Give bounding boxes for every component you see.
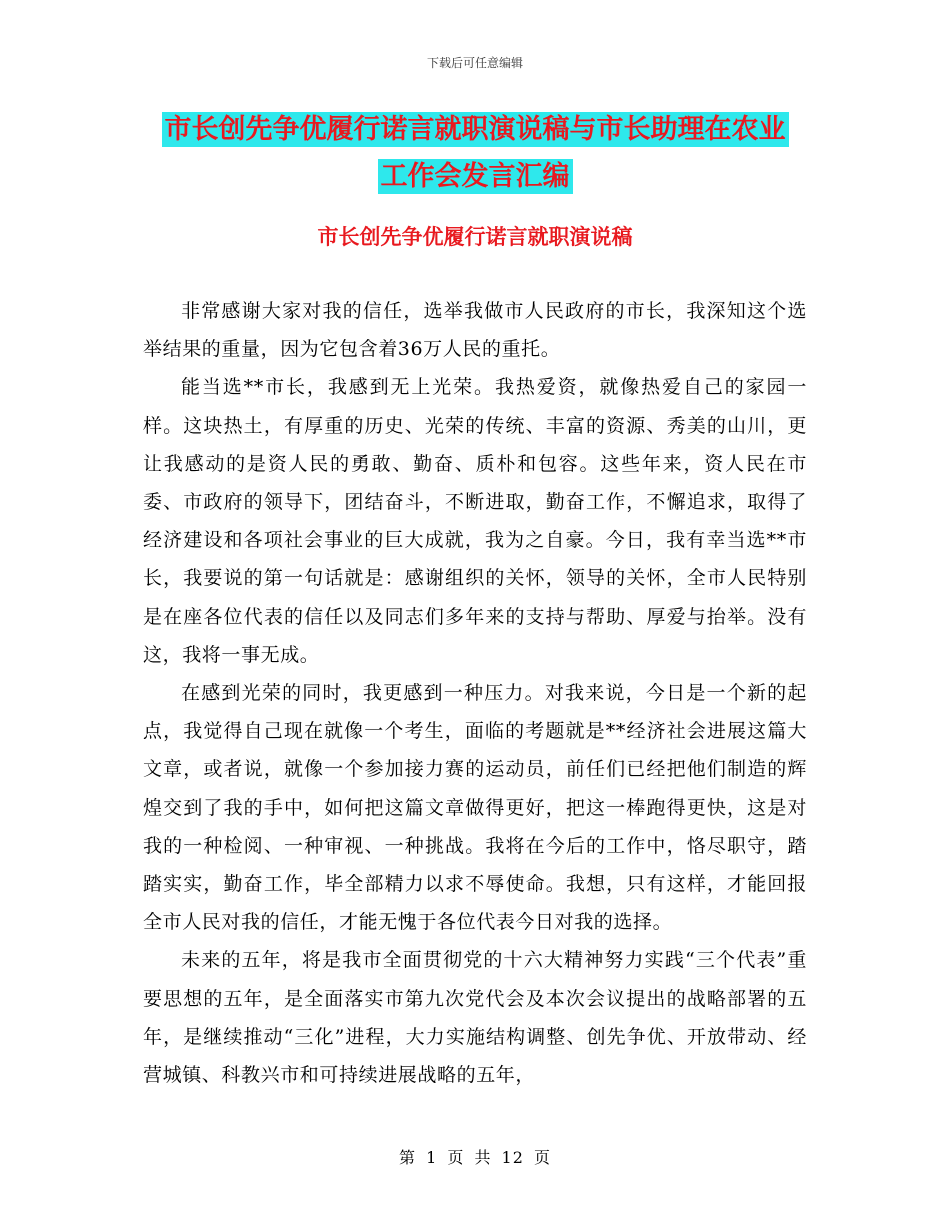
- paragraph: 非常感谢大家对我的信任，选举我做市人民政府的市长，我深知这个选举结果的重量，因为它包含着36万人民的重托。: [143, 300, 807, 361]
- page-number-footer: 第 1 页 共 12 页: [399, 1148, 551, 1167]
- paragraph: 未来的五年，将是我市全面贯彻党的十六大精神努力实践“三个代表”重要思想的五年，是全面落实市第九次党代会及本次会议提出的战略部署的五年，是继续推动“三化”进程，大力实施结构调整、创先争优、开放带动、经营城镇、科教兴市和可持续进展战略的五年，: [143, 949, 807, 1087]
- document-body: [143, 292, 807, 1094]
- page-header-note: 下载后可任意编辑: [426, 56, 523, 70]
- paragraph: 在感到光荣的同时，我更感到一种压力。对我来说，今日是一个新的起点，我觉得自己现在就像一个考生，面临的考题就是**经济社会进展这篇大文章，或者说，就像一个参加接力赛的运动员，前任们已经把他们制造的辉煌交到了我的手中，如何把这篇文章做得更好，把这一棒跑得更快，这是对我的一种检阅、一种审视、一种挑战。我将在今后的工作中，恪尽职守，踏踏实实，勤奋工作，毕全部精力以求不辱使命。我想，只有这样，才能回报全市人民对我的信任，才能无愧于各位代表今日对我的选择。: [143, 682, 807, 934]
- paragraph: 能当选**市长，我感到无上光荣。我热爱资，就像热爱自己的家园一样。这块热土，有厚重的历史、光荣的传统、丰富的资源、秀美的山川，更让我感动的是资人民的勇敢、勤奋、质朴和包容。这些年来，资人民在市委、市政府的领导下，团结奋斗，不断进取，勤奋工作，不懈追求，取得了经济建设和各项社会事业的巨大成就，我为之自豪。今日，我有幸当选**市长，我要说的第一句话就是：感谢组织的关怀，领导的关怀，全市人民特别是在座各位代表的信任以及同志们多年来的支持与帮助、厚爱与抬举。没有这，我将一事无成。: [143, 376, 807, 666]
- document-title-line-1: 市长创先争优履行诺言就职演说稿与市长助理在农业: [162, 112, 789, 147]
- document-title-line-2: 工作会发言汇编: [378, 159, 573, 194]
- document-title: [0, 106, 950, 200]
- section-title: 市长创先争优履行诺言就职演说稿: [317, 225, 633, 249]
